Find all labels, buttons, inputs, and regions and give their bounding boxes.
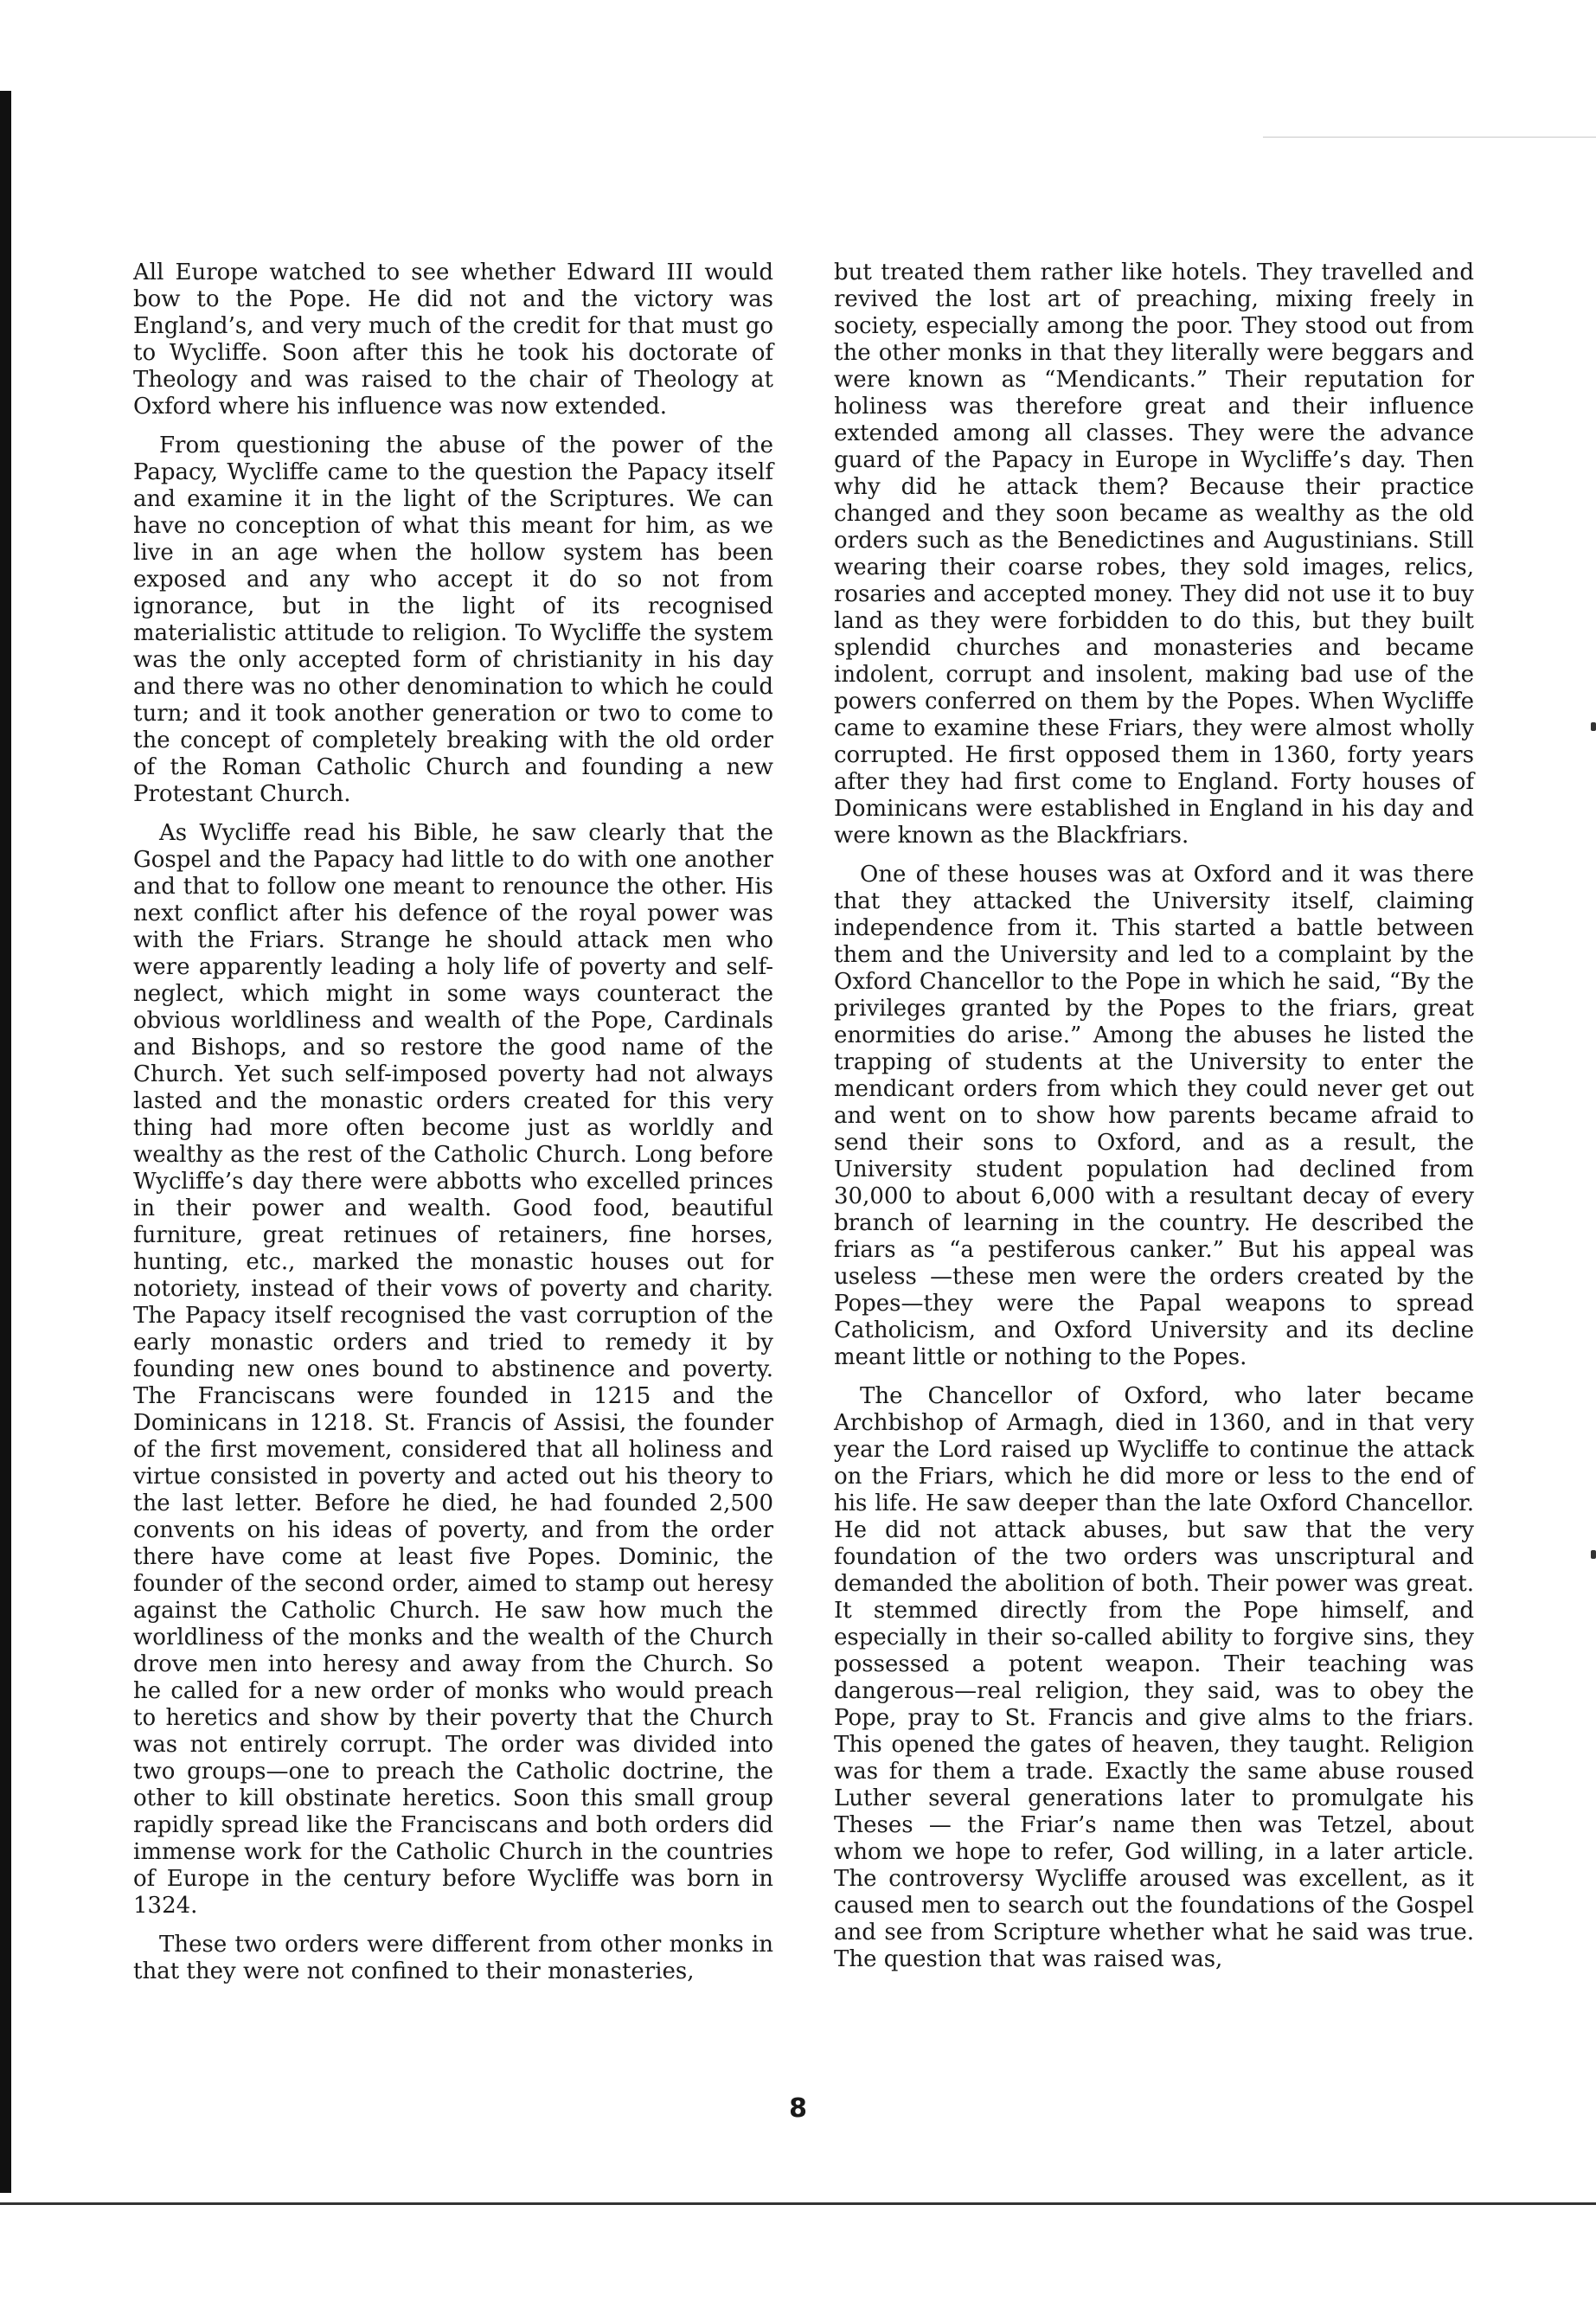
- paragraph: All Europe watched to see whether Edward III would bow to the Pope. He did not and the victory was England’s, and very much of the credit for that must go to Wycliffe. Soon after this he took his doctorate of Theology and was raised to the chair of Theology at Oxford where his influence was now extended.: [133, 260, 773, 420]
- right-column: [834, 260, 1474, 1985]
- scan-rule-top: [1263, 137, 1596, 138]
- left-column: [133, 260, 773, 1997]
- paragraph: but treated them rather like hotels. They travelled and revived the lost art of preaching, mixing freely in society, especially among the poor. They stood out from the other monks in that they literally were beggars and were known as “Mendicants.” Their reputation for holiness was therefore great and their influence extended among all classes. They were the advance guard of the Papacy in Europe in Wycliffe’s day. Then why did he attack them? Because their practice changed and they soon became as wealthy as the old orders such as the Benedictines and Augustinians. Still wearing their coarse robes, they sold images, relics, rosaries and accepted money. They did not use it to buy land as they were forbidden to do this, but they built splendid churches and monasteries and became indolent, corrupt and insolent, making bad use of the powers conferred on them by the Popes. When Wycliffe came to examine these Friars, they were almost wholly corrupted. He first opposed them in 1360, forty years after they had first come to England. Forty houses of Dominicans were established in England in his day and were known as the Blackfriars.: [834, 260, 1474, 849]
- paragraph: As Wycliffe read his Bible, he saw clearly that the Gospel and the Papacy had little to do with one another and that to follow one meant to renounce the other. His next conflict after his defence of the royal power was with the Friars. Strange he should attack men who were apparently leading a holy life of poverty and self-neglect, which might in some ways counteract the obvious worldliness and wealth of the Pope, Cardinals and Bishops, and so restore the good name of the Church. Yet such self-imposed poverty had not always lasted and the monastic orders created for this very thing had more often become just as worldly and wealthy as the rest of the Catholic Church. Long before Wycliffe’s day there were abbotts who excelled princes in their power and wealth. Good food, beautiful furniture, great retinues of retainers, fine horses, hunting, etc., marked the monastic houses out for notoriety, instead of their vows of poverty and charity. The Papacy itself recognised the vast corruption of the early monastic orders and tried to remedy it by founding new ones bound to abstinence and poverty. The Franciscans were founded in 1215 and the Dominicans in 1218. St. Francis of Assisi, the founder of the first movement, considered that all holiness and virtue consisted in poverty and acted out his theory to the last letter. Before he died, he had founded 2,500 convents on his ideas of poverty, and from the order there have come at least five Popes. Dominic, the founder of the second order, aimed to stamp out heresy against the Catholic Church. He saw how much the worldliness of the monks and the wealth of the Church drove men into heresy and away from the Church. So he called for a new order of monks who would preach to heretics and show by their poverty that the Church was not entirely corrupt. The order was divided into two groups—one to preach the Catholic doctrine, the other to kill obstinate heretics. Soon this small group rapidly spread like the Franciscans and both orders did immense work for the Catholic Church in the countries of Europe in the century before Wycliffe was born in 1324.: [133, 820, 773, 1919]
- paragraph: One of these houses was at Oxford and it was there that they attacked the University itself, claiming independence from it. This started a battle between them and the University and led to a complaint by the Oxford Chancellor to the Pope in which he said, “By the privileges granted by the Popes to the friars, great enormities do arise.” Among the abuses he listed the trapping of students at the University to enter the mendicant orders from which they could never get out and went on to show how parents became afraid to send their sons to Oxford, and as a result, the University student population had declined from 30,000 to about 6,000 with a resultant decay of every branch of learning in the country. He described the friars as “a pestiferous canker.” But his appeal was useless —these men were the orders created by the Popes—they were the Papal weapons to spread Catholicism, and Oxford University and its decline meant little or nothing to the Popes.: [834, 862, 1474, 1370]
- edge-mark-lower: [1591, 1550, 1596, 1559]
- paragraph: These two orders were different from other monks in that they were not confined to their monasteries,: [133, 1932, 773, 1984]
- page-number: 8: [789, 2093, 807, 2124]
- edge-mark-upper: [1591, 722, 1596, 731]
- scan-rule-bottom: [0, 2202, 1596, 2205]
- scan-edge-left: [0, 91, 11, 2193]
- paragraph: The Chancellor of Oxford, who later became Archbishop of Armagh, died in 1360, and in that very year the Lord raised up Wycliffe to continue the attack on the Friars, which he did more or less to the end of his life. He saw deeper than the late Oxford Chancellor. He did not attack abuses, but saw that the very foundation of the two orders was unscriptural and demanded the abolition of both. Their power was great. It stemmed directly from the Pope himself, and especially in their so-called ability to forgive sins, they possessed a potent weapon. Their teaching was dangerous—real religion, they said, was to obey the Pope, pray to St. Francis and give alms to the friars. This opened the gates of heaven, they taught. Religion was for them a trade. Exactly the same abuse roused Luther several generations later to promulgate his Theses — the Friar’s name then was Tetzel, about whom we hope to refer, God willing, in a later article. The controversy Wycliffe aroused was excellent, as it caused men to search out the foundations of the Gospel and see from Scripture whether what he said was true. The question that was raised was,: [834, 1383, 1474, 1972]
- paragraph: From questioning the abuse of the power of the Papacy, Wycliffe came to the question the Papacy itself and examine it in the light of the Scriptures. We can have no conception of what this meant for him, as we live in an age when the hollow system has been exposed and any who accept it do so not from ignorance, but in the light of its recognised materialistic attitude to religion. To Wycliffe the system was the only accepted form of christianity in his day and there was no other denomination to which he could turn; and it took another generation or two to come to the concept of completely breaking with the old order of the Roman Catholic Church and founding a new Protestant Church.: [133, 433, 773, 807]
